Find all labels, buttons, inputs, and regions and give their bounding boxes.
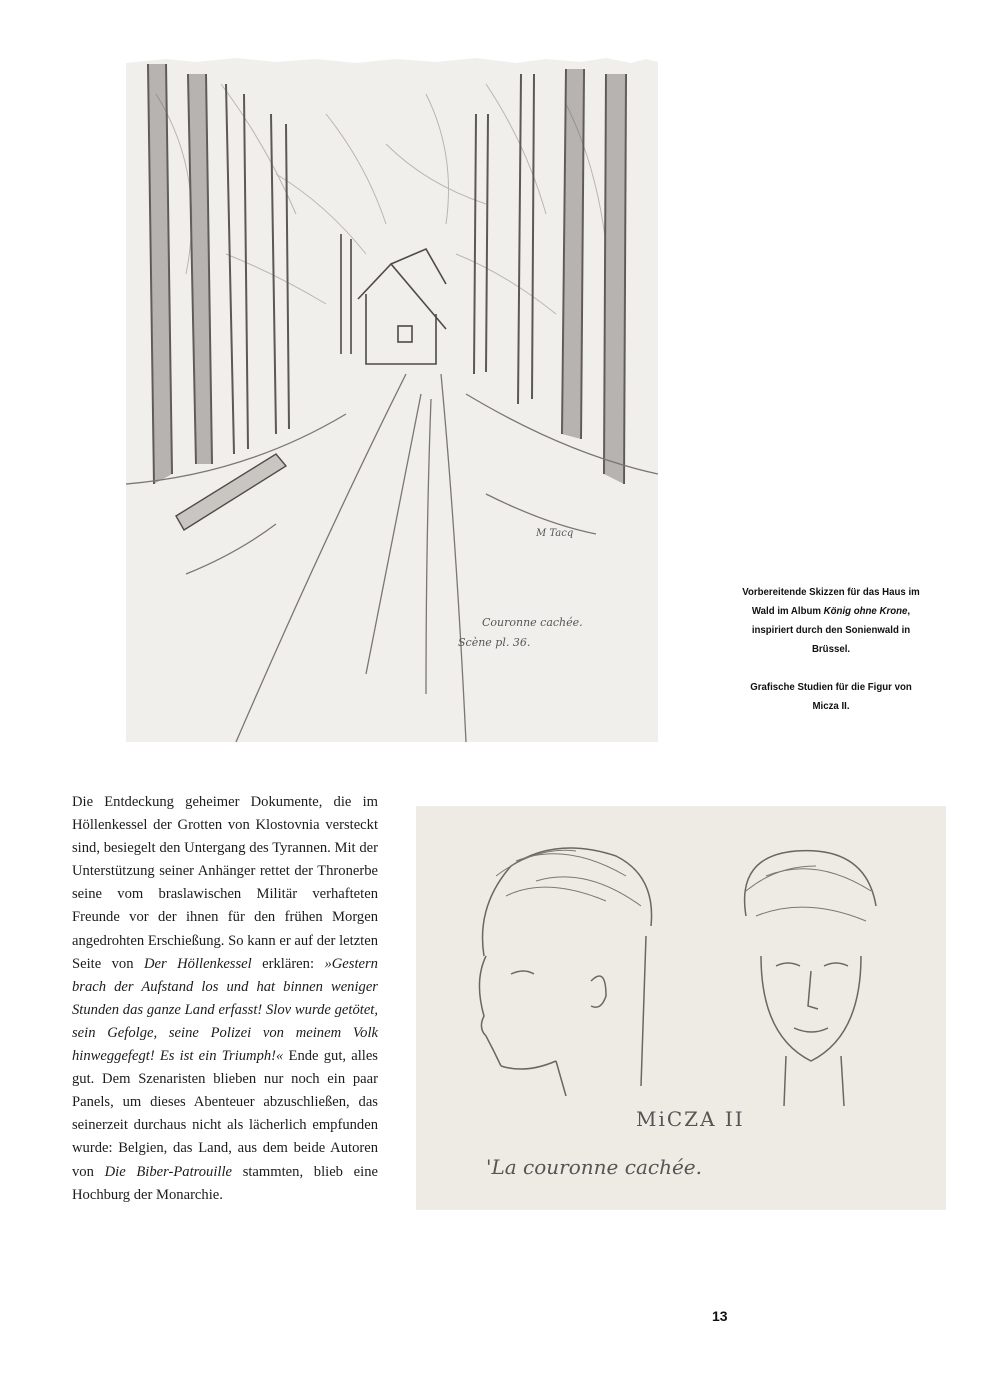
figure-caption	[736, 583, 926, 735]
caption-paragraph-1	[736, 583, 926, 659]
caption-album-title: König ohne Krone	[823, 605, 908, 617]
forest-sketch-image	[126, 54, 658, 742]
body-text: Ende gut, alles gut. Dem Szenaristen blieben nur noch ein paar Panels, um dieses Abenteuer abzuschließen, das seinerzeit durchaus nicht als lächerlich empfunden wurde: Belgien, das Land, aus dem beide Autoren von	[72, 1048, 378, 1180]
body-text: Die Entdeckung geheimer Dokumente, die im Höllenkessel der Grotten von Klostovnia versteckt sind, besiegelt den Untergang des Tyrannen. Mit der Unterstützung seiner Anhänger rettet der Thronerbe seine vom braslawischen Militär verhafteten Freunde vor der ihnen für den frühen Morgen angedrohten Erschießung. So kann er auf der letzten Seite von	[72, 794, 378, 972]
caption-paragraph-2: Grafische Studien für die Figur von Micza II.	[750, 681, 912, 712]
caption-text: Vorbereitende Skizzen für das Haus im Wald im Album	[742, 586, 920, 617]
micza-label: MiCZA II	[636, 1107, 745, 1131]
body-text: erklären:	[251, 955, 325, 972]
page-number: 13	[712, 1308, 728, 1324]
micza-sketch-image	[416, 806, 946, 1210]
sketch-signature: M Tacq	[536, 528, 574, 539]
sketch-annotation-line1: Couronne cachée.	[482, 616, 583, 629]
sketch-annotation-line2: Scène pl. 36.	[458, 636, 531, 649]
body-quote: »Gestern brach der Aufstand los und hat binnen weniger Stunden das ganze Land erfasst! Slov wurde getötet, sein Gefolge, seine Polizei von meinem Volk hinweggefegt! Es ist ein Triumph!«	[72, 955, 378, 1065]
micza-annotation: 'La couronne cachée.	[486, 1155, 702, 1179]
caption-text: , inspiriert durch den Sonienwald in Brüssel.	[751, 605, 911, 655]
body-paragraph	[72, 791, 378, 1207]
body-text: stammten, blieb eine Hochburg der Monarchie.	[72, 1163, 378, 1203]
body-album-title: Die Biber-Patrouille	[104, 1163, 232, 1180]
body-album-title: Der Höllenkessel	[143, 955, 252, 972]
